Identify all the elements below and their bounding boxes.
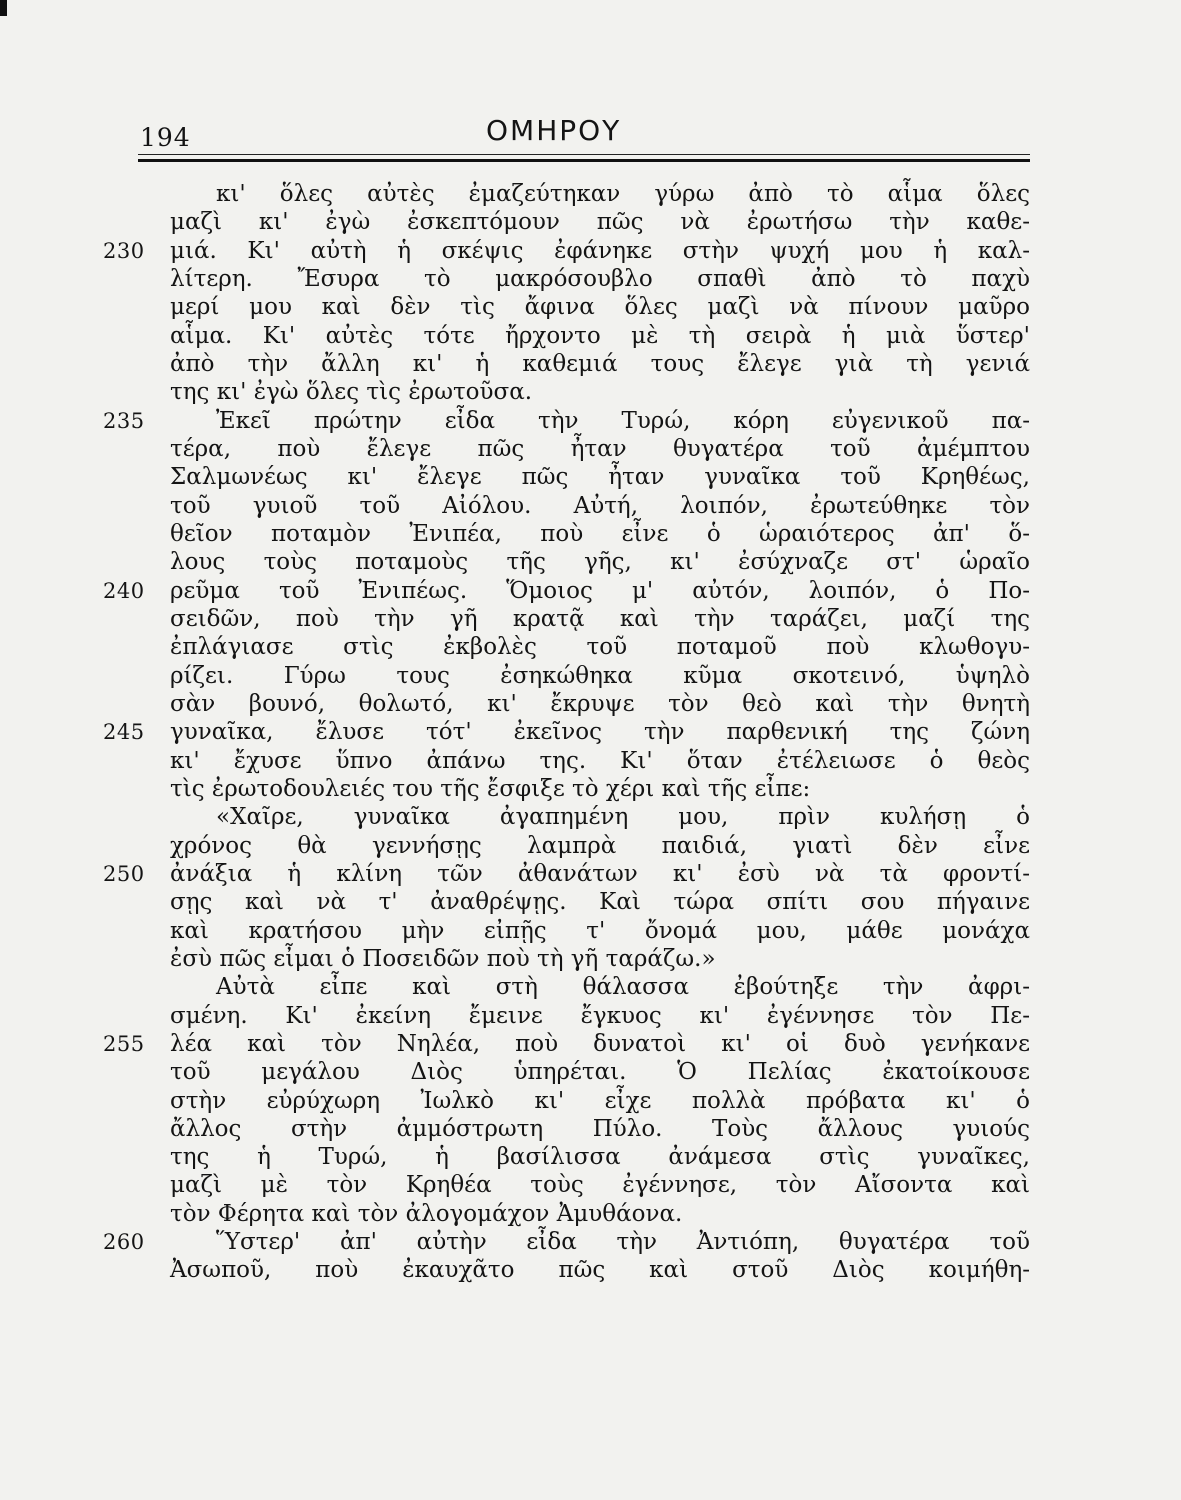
line-text: μαζὶ κι' ἐγὼ ἐσκεπτόμουν πῶς νὰ ἐρωτήσω τὴν καθε- [170,209,1030,236]
line-text: χρόνος θὰ γεννήσῃς λαμπρὰ παιδιά, γιατὶ δὲν εἶνε [170,832,1030,859]
text-line [170,1115,1030,1143]
text-line [170,633,1030,661]
text-line [170,378,1030,406]
text-line [170,1171,1030,1199]
text-line [170,520,1030,548]
text-line [170,605,1030,633]
line-text: ἀνάξια ἡ κλίνη τῶν ἀθανάτων κι' ἐσὺ νὰ τὰ φροντί- [170,860,1030,887]
line-text: της κι' ἐγὼ ὅλες τὶς ἐρωτοῦσα. [170,379,533,406]
line-text: τέρα, ποὺ ἔλεγε πῶς ἦταν θυγατέρα τοῦ ἀμέμπτου [170,435,1030,462]
text-line [170,888,1030,916]
line-text: καὶ κρατήσου μὴν εἰπῇς τ' ὄνομά μου, μάθε μονάχα [170,917,1030,944]
line-number: 240 [103,578,145,603]
line-text: ἐπλάγιασε στὶς ἐκβολὲς τοῦ ποταμοῦ ποὺ κλωθογυ- [170,634,1030,661]
line-number: 235 [103,408,145,433]
line-text: αἷμα. Κι' αὐτὲς τότε ἤρχοντο μὲ τὴ σειρὰ ἡ μιὰ ὕστερ' [170,322,1030,349]
line-text: τὶς ἐρωτοδουλειές του τῆς ἔσφιξε τὸ χέρι καὶ τῆς εἶπε: [170,775,811,802]
text-line [170,293,1030,321]
line-text: τὸν Φέρητα καὶ τὸν ἀλογομάχον Ἀμυθάονα. [170,1200,683,1227]
text-line [170,322,1030,350]
text-line [103,1030,1030,1058]
text-line [103,718,1030,746]
line-text: τοῦ γυιοῦ τοῦ Αἰόλου. Αὐτή, λοιπόν, ἐρωτεύθηκε τὸν [170,492,1030,519]
line-text: σῃς καὶ νὰ τ' ἀναθρέψῃς. Καὶ τώρα σπίτι σου πήγαινε [170,889,1030,916]
line-text: Σαλμωνέως κι' ἔλεγε πῶς ἦταν γυναῖκα τοῦ Κρηθέως, [170,464,1030,491]
line-text: γυναῖκα, ἔλυσε τότ' ἐκεῖνος τὴν παρθενική της ζώνη [170,719,1030,746]
line-text: μερί μου καὶ δὲν τὶς ἄφινα ὅλες μαζὶ νὰ πίνουν μαῦρο [170,294,1030,321]
running-title: ΟΜΗΡΟΥ [486,114,622,147]
line-text: σειδῶν, ποὺ τὴν γῆ κρατᾷ καὶ τὴν ταράζει, μαζί της [170,605,1030,632]
line-text: ρεῦμα τοῦ Ἐνιπέως. Ὅμοιος μ' αὐτόν, λοιπόν, ὁ Πο- [170,577,1030,604]
line-text: «Χαῖρε, γυναῖκα ἀγαπημένη μου, πρὶν κυλήσῃ ὁ [216,804,1030,831]
line-text: θεῖον ποταμὸν Ἐνιπέα, ποὺ εἶνε ὁ ὡραιότερος ἀπ' ὅ- [170,520,1030,547]
line-number: 255 [103,1031,145,1056]
text-line [170,548,1030,576]
line-number: 250 [103,861,145,886]
text-line [170,662,1030,690]
text-line [170,690,1030,718]
line-text: κι' ἔχυσε ὕπνο ἀπάνω της. Κι' ὅταν ἐτέλειωσε ὁ θεὸς [170,747,1030,774]
text-line [170,435,1030,463]
text-line [170,1087,1030,1115]
text-line [170,1256,1030,1284]
text-line [170,463,1030,491]
header-rule-thin [138,154,1030,155]
line-text: τοῦ μεγάλου Διὸς ὑπηρέται. Ὁ Πελίας ἐκατοίκουσε [170,1059,1030,1086]
line-text: Ἐκεῖ πρώτην εἶδα τὴν Τυρώ, κόρη εὐγενικοῦ πα- [216,407,1030,434]
text-line [170,180,1030,208]
line-text: ἐσὺ πῶς εἶμαι ὁ Ποσειδῶν ποὺ τὴ γῆ ταράζω.» [170,945,716,972]
line-text: μιά. Κι' αὐτὴ ἡ σκέψις ἐφάνηκε στὴν ψυχή μου ἡ καλ- [170,237,1030,264]
line-text: ἀπὸ τὴν ἄλλη κι' ἡ καθεμιά τους ἔλεγε γιὰ τὴ γενιά [170,350,1030,377]
line-text: σὰν βουνό, θολωτό, κι' ἔκρυψε τὸν θεὸ καὶ τὴν θνητὴ [170,690,1030,717]
text-line [170,917,1030,945]
text-line [103,860,1030,888]
text-line [170,492,1030,520]
line-text: Αὐτὰ εἶπε καὶ στὴ θάλασσα ἐβούτηξε τὴν ἀφρι- [216,974,1030,1001]
line-text: ρίζει. Γύρω τους ἐσηκώθηκα κῦμα σκοτεινό, ὑψηλὸ [170,662,1030,689]
text-line [103,237,1030,265]
line-text: σμένη. Κι' ἐκείνη ἔμεινε ἔγκυος κι' ἐγέννησε τὸν Πε- [170,1002,1030,1029]
text-line [170,1200,1030,1228]
text-line [170,1058,1030,1086]
line-text: λίτερη. Ἔσυρα τὸ μακρόσουβλο σπαθὶ ἀπὸ τὸ παχὺ [170,265,1030,292]
text-line [103,407,1030,435]
line-text: της ἡ Τυρώ, ἡ βασίλισσα ἀνάμεσα στὶς γυναῖκες, [170,1144,1030,1171]
line-text: στὴν εὐρύχωρη Ἰωλκὸ κι' εἶχε πολλὰ πρόβατα κι' ὁ [170,1087,1030,1114]
scan-corner-mark [0,0,7,16]
text-line [170,803,1030,831]
line-number: 230 [103,238,145,263]
text-line [103,1228,1030,1256]
text-line [170,945,1030,973]
line-number: 260 [103,1230,145,1255]
line-text: ἄλλος στὴν ἀμμόστρωτη Πύλο. Τοὺς ἄλλους γυιούς [170,1115,1030,1142]
line-text: λέα καὶ τὸν Νηλέα, ποὺ δυνατοὶ κι' οἱ δυὸ γενήκανε [170,1030,1030,1057]
line-number: 245 [103,720,145,745]
line-text: λους τοὺς ποταμοὺς τῆς γῆς, κι' ἐσύχναζε στ' ὡραῖο [170,549,1030,576]
line-text: Ὕστερ' ἀπ' αὐτὴν εἶδα τὴν Ἀντιόπη, θυγατέρα τοῦ [216,1229,1030,1256]
text-line [170,747,1030,775]
text-line [170,832,1030,860]
line-text: κι' ὅλες αὐτὲς ἐμαζεύτηκαν γύρω ἀπὸ τὸ αἷμα ὅλες [216,181,1030,207]
text-line [103,577,1030,605]
line-text: Ἀσωποῦ, ποὺ ἐκαυχᾶτο πῶς καὶ στοῦ Διὸς κοιμήθη- [170,1257,1030,1284]
text-line [170,265,1030,293]
text-line [170,1143,1030,1171]
page-number: 194 [140,123,191,152]
text-line [170,350,1030,378]
text-body [103,180,1030,1285]
text-line [170,1002,1030,1030]
text-line [170,775,1030,803]
header-rule-thick [138,159,1030,162]
text-line [170,208,1030,236]
text-line [170,973,1030,1001]
line-text: μαζὶ μὲ τὸν Κρηθέα τοὺς ἐγέννησε, τὸν Αἴσοντα καὶ [170,1172,1030,1199]
